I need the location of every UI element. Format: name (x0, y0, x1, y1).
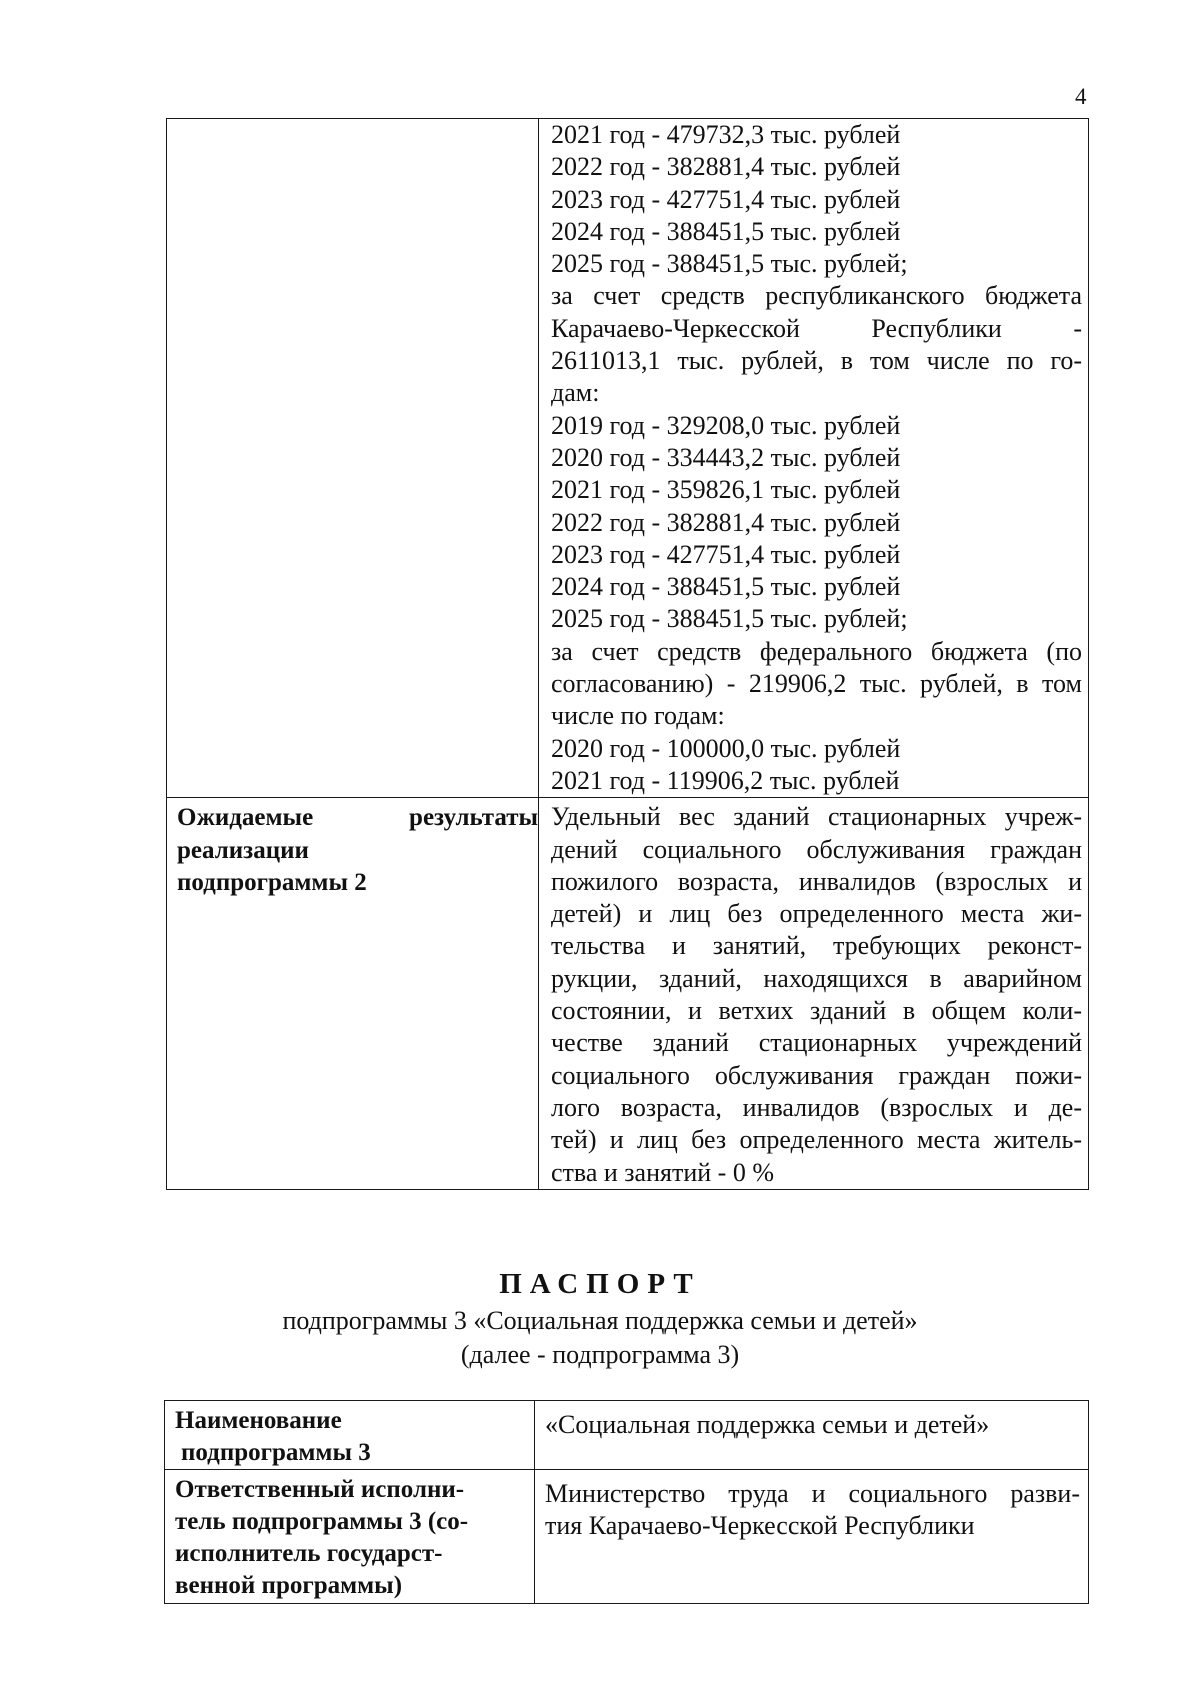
funding-line: 2021 год - 479732,3 тыс. рублей (551, 120, 901, 149)
funding-line: за счет средств федерального бюджета (по (551, 636, 1082, 666)
funding-line: 2023 год - 427751,4 тыс. рублей (551, 184, 901, 214)
results-line: рукции, зданий, находящихся в аварийном (551, 963, 1082, 993)
name-row (165, 1401, 1089, 1470)
results-label-line: подпрограммы 2 (177, 869, 367, 897)
funding-value-cell (539, 119, 1089, 798)
name-value-line: «Социальная поддержка семьи и детей» (545, 1410, 990, 1439)
results-line: Удельный вес зданий стационарных учреж- (551, 802, 1082, 832)
executor-label-line: Ответственный исполни- (175, 1476, 465, 1503)
passport-subtitle: подпрограммы 3 «Социальная поддержка семьи и детей» (282, 1306, 918, 1335)
funding-line: дам: (551, 378, 600, 408)
results-line: детей) и лиц без определенного места жи- (551, 899, 1082, 929)
name-value-cell (535, 1401, 1089, 1470)
name-label-line: Наименование (175, 1407, 342, 1434)
funding-line: Карачаево-Черкесской Республики - (551, 313, 1082, 343)
results-label-cell (167, 798, 539, 1190)
funding-line: 2611013,1 тыс. рублей, в том числе по го- (551, 346, 1082, 376)
results-label-line: реализации (177, 836, 309, 864)
executor-value-cell (535, 1470, 1089, 1604)
funding-line: 2024 год - 388451,5 тыс. рублей (551, 216, 901, 246)
funding-line: числе по годам: (551, 701, 725, 731)
funding-line: 2019 год - 329208,0 тыс. рублей (551, 410, 901, 440)
results-line: дений социального обслуживания граждан (551, 834, 1082, 864)
results-row (167, 798, 1089, 1190)
funding-line: 2020 год - 334443,2 тыс. рублей (551, 442, 901, 472)
funding-line: 2020 год - 100000,0 тыс. рублей (551, 733, 901, 763)
results-line: социального обслуживания граждан пожи- (551, 1060, 1082, 1090)
executor-row (165, 1470, 1089, 1604)
funding-line: 2023 год - 427751,4 тыс. рублей (551, 539, 901, 569)
results-line: тельства и занятий, требующих реконст- (551, 931, 1082, 961)
results-line: тей) и лиц без определенного места житель- (551, 1125, 1082, 1155)
funding-row (167, 119, 1089, 798)
executor-label-line: исполнитель государст- (175, 1540, 443, 1567)
funding-line: 2021 год - 359826,1 тыс. рублей (551, 475, 901, 505)
results-line: честве зданий стационарных учреждений (551, 1028, 1082, 1058)
passport-subtitle-note: (далее - подпрограмма 3) (460, 1340, 740, 1369)
funding-line: 2025 год - 388451,5 тыс. рублей; (551, 249, 908, 279)
results-line: лого возраста, инвалидов (взрослых и де- (551, 1092, 1082, 1122)
funding-line: 2025 год - 388451,5 тыс. рублей; (551, 604, 908, 634)
page-number: 4 (1075, 84, 1087, 109)
executor-label-cell (165, 1470, 535, 1604)
subprogram-2-passport-table-continued (166, 118, 1089, 1190)
funding-line: 2022 год - 382881,4 тыс. рублей (551, 507, 901, 537)
results-line: пожилого возраста, инвалидов (взрослых и (551, 866, 1082, 896)
funding-line: 2022 год - 382881,4 тыс. рублей (551, 152, 901, 182)
funding-line: за счет средств республиканского бюджета (551, 281, 1082, 311)
results-line: ства и занятий - 0 % (551, 1157, 774, 1187)
results-label-line: Ожидаемые результаты (177, 804, 538, 832)
results-line: состоянии, и ветхих зданий в общем коли- (551, 996, 1082, 1026)
executor-label-line: тель подпрограммы 3 (со- (175, 1508, 469, 1535)
name-label-line: подпрограммы 3 (181, 1439, 371, 1466)
passport-title: ПАСПОРТ (499, 1268, 701, 1300)
executor-value-line: Министерство труда и социального разви- (545, 1479, 1080, 1508)
funding-line: согласованию) - 219906,2 тыс. рублей, в том (551, 669, 1082, 699)
executor-label-line: венной программы) (175, 1572, 403, 1599)
executor-value-line: тия Карачаево-Черкесской Республики (545, 1511, 975, 1540)
funding-label-cell (167, 119, 539, 798)
results-value-cell (539, 798, 1089, 1190)
name-label-cell (165, 1401, 535, 1470)
subprogram-3-passport-table (164, 1400, 1089, 1604)
funding-line: 2024 год - 388451,5 тыс. рублей (551, 572, 901, 602)
funding-line: 2021 год - 119906,2 тыс. рублей (551, 765, 900, 795)
